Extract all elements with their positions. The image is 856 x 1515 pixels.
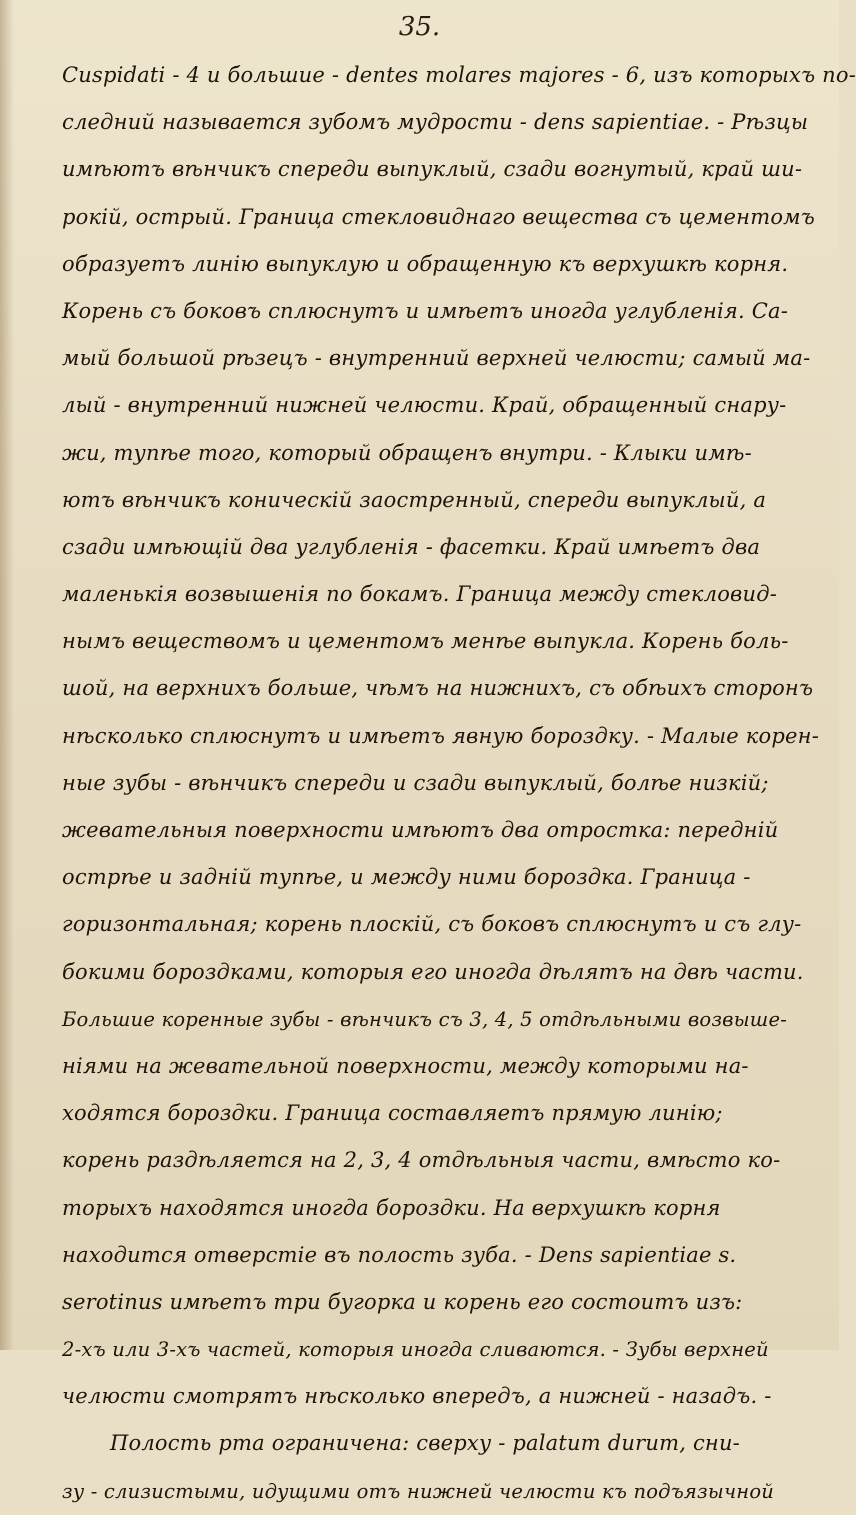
text-line: лый - внутренний нижней челюсти. Край, обращенный снару- <box>62 393 787 418</box>
page-number: 35. <box>398 12 441 42</box>
text-line: шой, на верхнихъ больше, чѣмъ на нижнихъ, съ обѣихъ сторонъ <box>62 676 814 701</box>
text-line: ютъ вѣнчикъ коническій заостренный, спереди выпуклый, а <box>62 487 767 512</box>
text-line: торыхъ находятся иногда бороздки. На верхушкѣ корня <box>62 1195 721 1220</box>
text-line: находится отверстіе въ полость зуба. - Dens sapientiae s. <box>62 1242 737 1267</box>
text-line: нѣсколько сплюснутъ и имѣетъ явную бороздку. - Малые корен- <box>62 723 819 748</box>
text-line: бокими бороздками, которыя его иногда дѣлятъ на двѣ части. <box>62 959 804 984</box>
text-line: горизонтальная; корень плоскій, съ боковъ сплюснутъ и съ глу- <box>62 912 802 937</box>
text-line: мый большой рѣзецъ - внутренний верхней челюсти; самый ма- <box>62 346 811 371</box>
text-line: нымъ веществомъ и цементомъ менѣе выпукла. Корень боль- <box>62 629 789 654</box>
text-line: корень раздѣляется на 2, 3, 4 отдѣльныя части, вмѣсто ко- <box>62 1148 781 1173</box>
page-edge-stain <box>0 0 14 1350</box>
text-line: сзади имѣющій два углубленія - фасетки. Край имѣетъ два <box>62 534 761 559</box>
text-line: острѣе и задній тупѣе, и между ними бороздка. Граница - <box>62 865 751 890</box>
text-line: жевательныя поверхности имѣютъ два отростка: передній <box>62 818 779 842</box>
text-line: имѣютъ вѣнчикъ спереди выпуклый, сзади вогнутый, край ши- <box>62 157 803 182</box>
text-line: челюсти смотрятъ нѣсколько впередъ, а нижней - назадъ. - <box>62 1384 772 1409</box>
text-line: образуетъ линію выпуклую и обращенную къ верхушкѣ корня. <box>62 251 789 276</box>
text-line: ходятся бороздки. Граница составляетъ прямую линію; <box>62 1101 723 1126</box>
text-line-paragraph-start: Полость рта ограничена: сверху - palatum durum, сни- <box>110 1431 740 1456</box>
text-line: жи, тупѣе того, который обращенъ внутри. - Клыки имѣ- <box>62 440 752 465</box>
text-line: ніями на жевательной поверхности, между которыми на- <box>62 1053 749 1078</box>
text-line: 2-хъ или 3-хъ частей, которыя иногда сливаются. - Зубы верхней <box>62 1338 769 1362</box>
text-line: следний называется зубомъ мудрости - dens sapientiae. - Рѣзцы <box>62 110 809 135</box>
text-line: ные зубы - вѣнчикъ спереди и сзади выпуклый, болѣе низкій; <box>62 770 769 795</box>
text-line: Большие коренные зубы - вѣнчикъ съ 3, 4, 5 отдѣльными возвыше- <box>62 1007 787 1031</box>
text-line: Cuspidati - 4 и большие - dentes molares majores - 6, изъ которыхъ по- <box>62 63 856 87</box>
text-line: рокій, острый. Граница стекловиднаго вещества съ цементомъ <box>62 204 815 229</box>
text-line: serotinus имѣетъ три бугорка и корень его состоитъ изъ: <box>62 1289 743 1314</box>
text-line: Корень съ боковъ сплюснутъ и имѣетъ иногда углубленія. Са- <box>62 298 789 323</box>
handwritten-text-block <box>62 52 856 1515</box>
text-line: зу - слизистыми, идущими отъ нижней челюсти къ подъязычной <box>62 1479 775 1503</box>
text-line: маленькія возвышенія по бокамъ. Граница между стекловид- <box>62 582 778 607</box>
